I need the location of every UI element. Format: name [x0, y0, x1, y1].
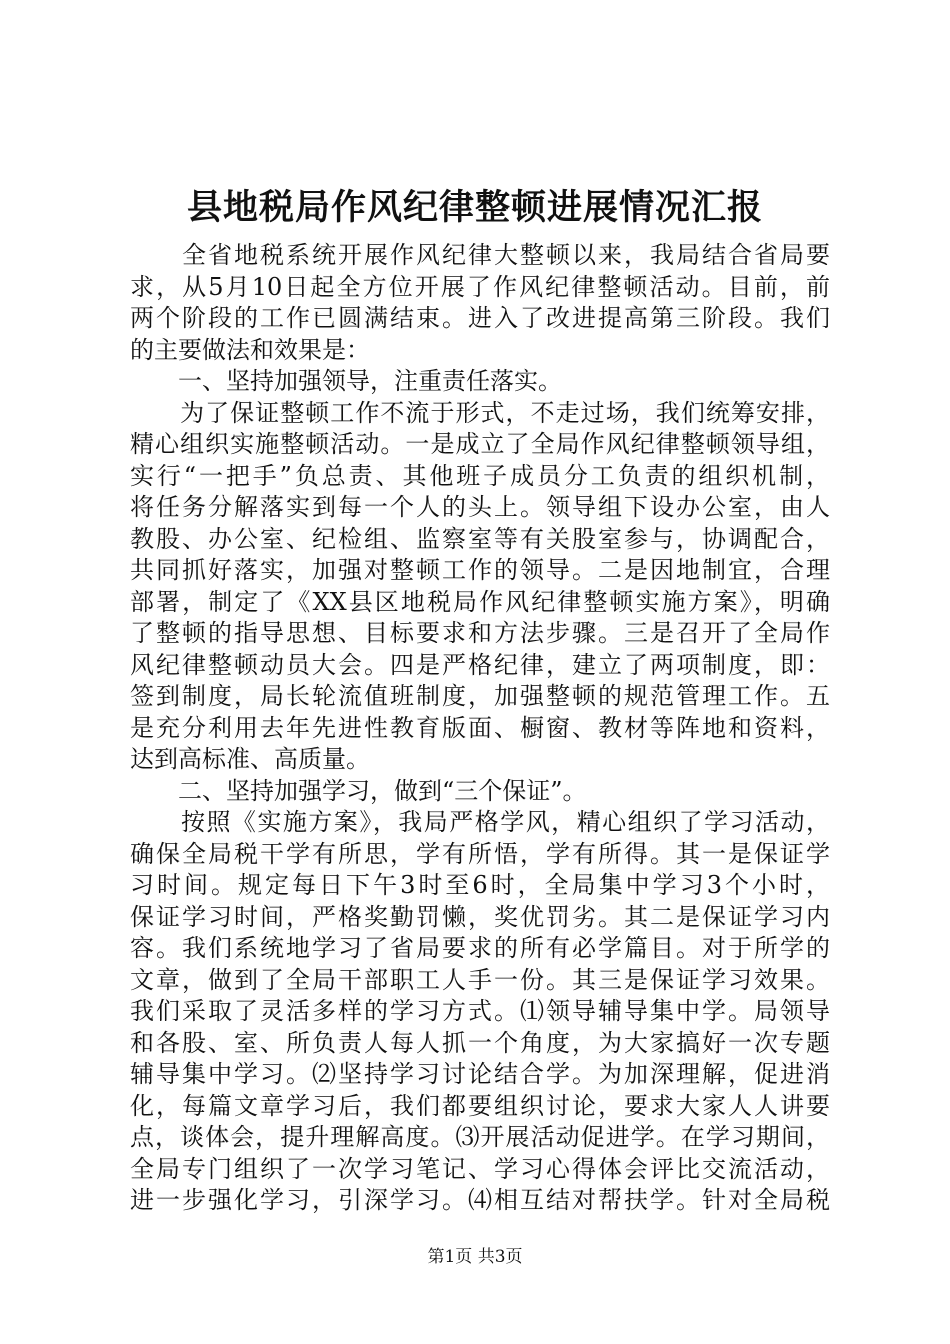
section-heading: 一、坚持加强领导，注重责任落实。: [130, 367, 562, 395]
body-line: 习时间。规定每日下午3时至6时，全局集中学习3个小时，: [130, 871, 830, 899]
body-line: 文章，做到了全局干部职工人手一份。其三是保证学习效果。: [130, 965, 830, 994]
body-line: 点，谈体会，提升理解高度。⑶开展活动促进学。在学习期间，: [130, 1123, 830, 1151]
body-line: 保证学习时间，严格奖勤罚懒，奖优罚劣。其二是保证学习内: [130, 902, 830, 931]
body-line: 签到制度，局长轮流值班制度，加强整顿的规范管理工作。五: [130, 682, 830, 710]
body-line: 风纪律整顿动员大会。四是严格纪律，建立了两项制度，即：: [130, 650, 830, 679]
section-heading: 二、坚持加强学习，做到“三个保证”。: [130, 776, 587, 805]
body-line: 精心组织实施整顿活动。一是成立了全局作风纪律整顿领导组，: [130, 430, 830, 458]
document-body: [130, 240, 830, 1217]
body-line: 我们采取了灵活多样的学习方式。⑴领导辅导集中学。局领导: [130, 997, 830, 1025]
body-line: 全省地税系统开展作风纪律大整顿以来，我局结合省局要: [130, 241, 830, 269]
body-line: 了整顿的指导思想、目标要求和方法步骤。三是召开了全局作: [130, 619, 830, 647]
body-line: 是充分利用去年先进性教育版面、橱窗、教材等阵地和资料，: [130, 713, 830, 742]
page-number: 第1页 共3页: [427, 1247, 523, 1267]
body-line: 按照《实施方案》，我局严格学风，精心组织了学习活动，: [130, 808, 830, 836]
body-line: 达到高标准、高质量。: [130, 745, 370, 773]
body-line: 的主要做法和效果是：: [130, 335, 370, 364]
body-line: 容。我们系统地学习了省局要求的所有必学篇目。对于所学的: [130, 934, 830, 962]
body-line: 共同抓好落实，加强对整顿工作的领导。二是因地制宜，合理: [130, 556, 830, 584]
body-line: 进一步强化学习，引深学习。⑷相互结对帮扶学。针对全局税: [130, 1186, 830, 1214]
body-line: 辅导集中学习。⑵坚持学习讨论结合学。为加深理解，促进消: [130, 1060, 830, 1088]
body-line: 部署，制定了《XX县区地税局作风纪律整顿实施方案》，明确: [130, 587, 830, 616]
document-title: 县地税局作风纪律整顿进展情况汇报: [186, 187, 763, 228]
body-line: 实行“一把手”负总责、其他班子成员分工负责的组织机制，: [130, 461, 830, 490]
body-line: 为了保证整顿工作不流于形式，不走过场，我们统筹安排，: [130, 398, 830, 427]
body-line: 教股、办公室、纪检组、监察室等有关股室参与，协调配合，: [130, 524, 830, 553]
body-line: 将任务分解落实到每一个人的头上。领导组下设办公室，由人: [130, 493, 830, 521]
body-line: 两个阶段的工作已圆满结束。进入了改进提高第三阶段。我们: [130, 304, 830, 332]
body-line: 化，每篇文章学习后，我们都要组织讨论，要求大家人人讲要: [130, 1091, 830, 1120]
body-line: 和各股、室、所负责人每人抓一个角度，为大家搞好一次专题: [130, 1028, 830, 1057]
body-line: 全局专门组织了一次学习笔记、学习心得体会评比交流活动，: [130, 1154, 830, 1183]
body-line: 求，从5月10日起全方位开展了作风纪律整顿活动。目前，前: [130, 272, 830, 301]
body-line: 确保全局税干学有所思，学有所悟，学有所得。其一是保证学: [130, 839, 830, 868]
